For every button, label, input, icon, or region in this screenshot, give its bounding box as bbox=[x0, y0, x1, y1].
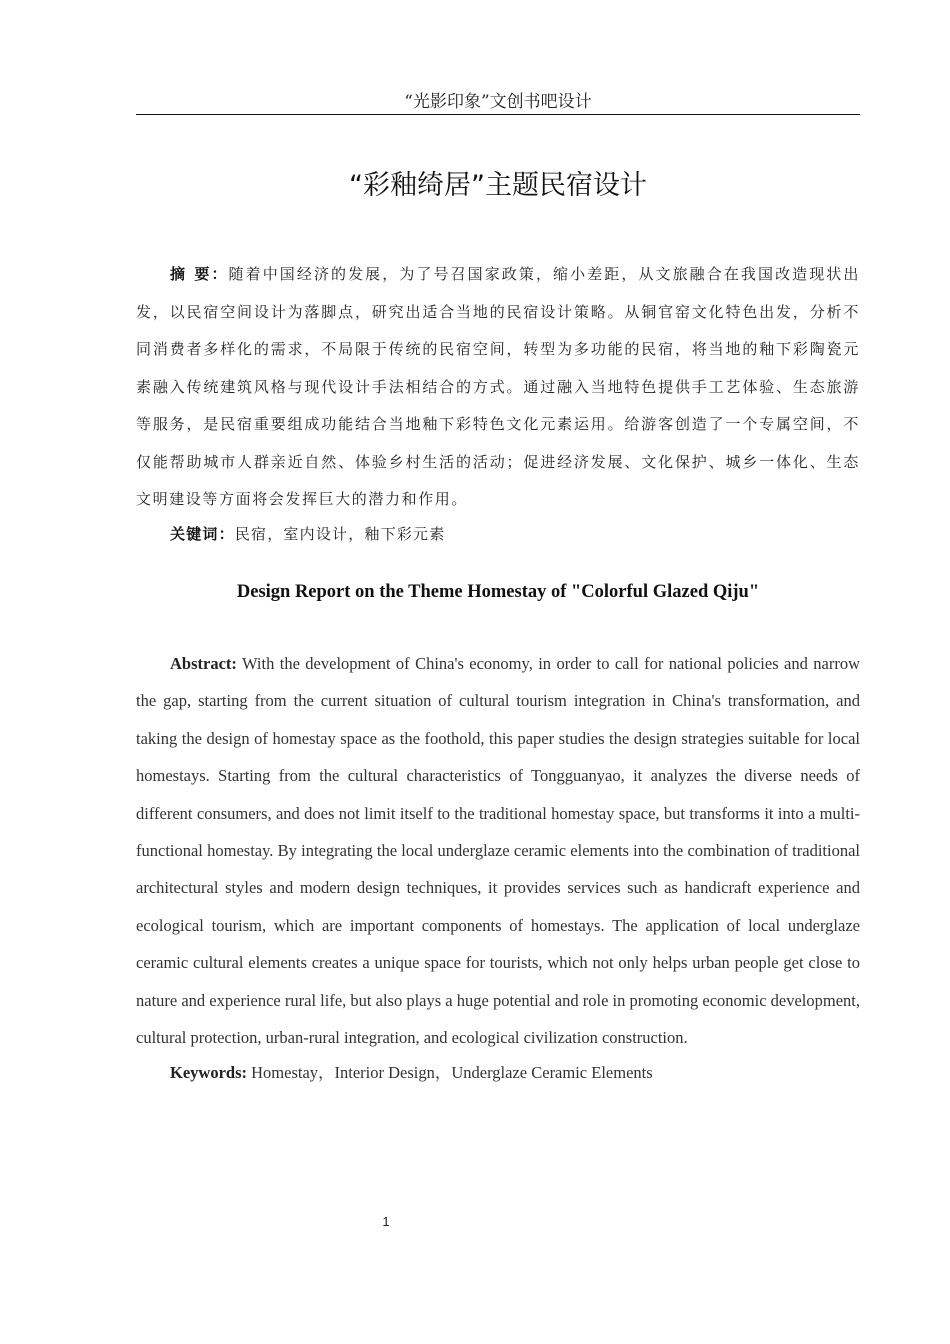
english-abstract bbox=[136, 645, 860, 1056]
chinese-keywords bbox=[170, 516, 445, 553]
page-number: 1 bbox=[382, 1214, 390, 1229]
english-abstract-label: Abstract: bbox=[170, 654, 237, 673]
chinese-abstract bbox=[136, 256, 860, 519]
english-keywords-label: Keywords: bbox=[170, 1063, 247, 1082]
chinese-abstract-label: 摘 要： bbox=[170, 265, 229, 283]
chinese-keywords-text: 民宿，室内设计，釉下彩元素 bbox=[234, 525, 446, 543]
english-title: Design Report on the Theme Homestay of "Colorful Glazed Qiju" bbox=[236, 582, 760, 602]
header-rule bbox=[136, 114, 860, 115]
english-keywords bbox=[170, 1058, 653, 1088]
running-header: “光影印象”文创书吧设计 bbox=[404, 92, 592, 112]
chinese-abstract-text: 随着中国经济的发展，为了号召国家政策，缩小差距，从文旅融合在我国改造现状出发，以民宿空间设计为落脚点，研究出适合当地的民宿设计策略。从铜官窑文化特色出发，分析不同消费者多样化的需求，不局限于传统的民宿空间，转型为多功能的民宿，将当地的釉下彩陶瓷元素融入传统建筑风格与现代设计手法相结合的方式。通过融入当地特色提供手工艺体验、生态旅游等服务，是民宿重要组成功能结合当地釉下彩特色文化元素运用。给游客创造了一个专属空间，不仅能帮助城市人群亲近自然、体验乡村生活的活动；促进经济发展、文化保护、城乡一体化、生态文明建设等方面将会发挥巨大的潜力和作用。 bbox=[136, 265, 860, 508]
chinese-keywords-label: 关键词： bbox=[170, 525, 235, 543]
chinese-title: “彩釉绮居”主题民宿设计 bbox=[349, 170, 647, 201]
english-abstract-text: With the development of China's economy, in order to call for national policies and narrow the gap, starting from the current situation of cultural tourism integration in China's transformation, and taking the design of homestay space as the foothold, this paper studies the design strategies suitable for local homestays. Starting from the cultural characteristics of Tongguanyao, it analyzes the diverse needs of different consumers, and does not limit itself to the traditional homestay space, but transforms it into a multi-functional homestay. By integrating the local underglaze ceramic elements into the combination of traditional architectural styles and modern design techniques, it provides services such as handicraft experience and ecological tourism, which are important components of homestays. The application of local underglaze ceramic cultural elements creates a unique space for tourists, which not only helps urban people get close to nature and experience rural life, but also plays a huge potential and role in promoting economic development, cultural protection, urban-rural integration, and ecological civilization construction. bbox=[136, 654, 860, 1048]
english-keywords-text: Homestay，Interior Design，Underglaze Ceramic Elements bbox=[247, 1063, 653, 1082]
